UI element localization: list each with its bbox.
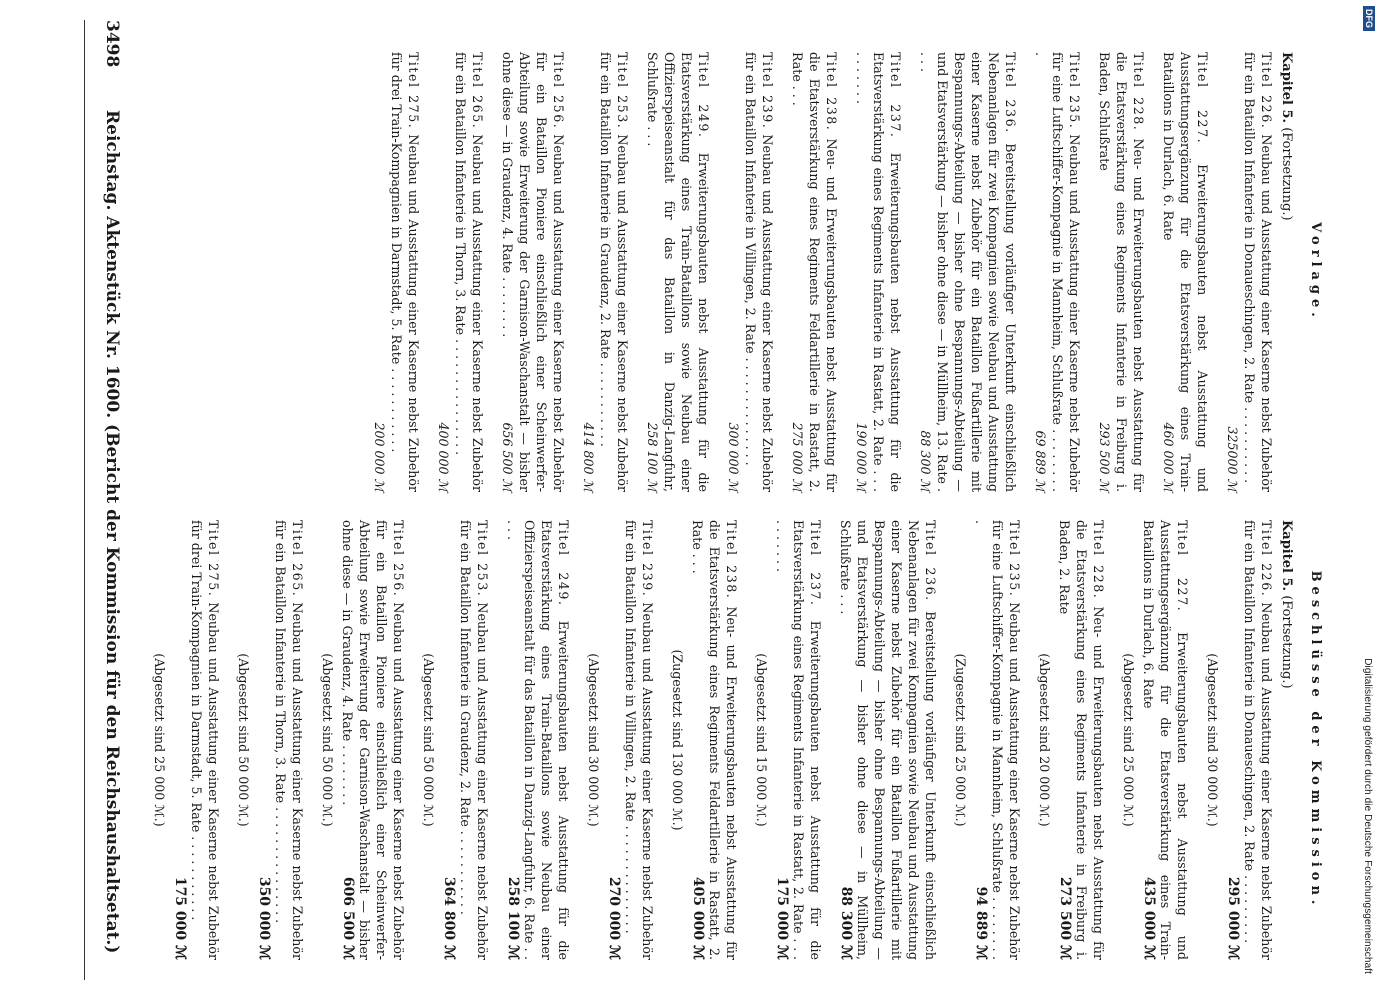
entry-titel: Titel 226. (1259, 520, 1274, 598)
entry-titel: Titel 265. (470, 52, 485, 130)
entry-titel: Titel 226. (1259, 52, 1274, 130)
budget-entry (837, 520, 939, 960)
column-beschluesse (138, 520, 1323, 960)
budget-entry (644, 52, 712, 492)
entry-titel: Titel 235. (1067, 52, 1082, 130)
budget-entry (1224, 52, 1275, 492)
budget-entry (371, 52, 422, 492)
entry-amount: 275 000 ℳ (790, 422, 805, 492)
entry-titel: Titel 253. (475, 520, 490, 598)
entry-text: Neu- und Erweiterungsbauten nebst Ausstattung für die Etatsverstärkung eines Regiments Infanterie in Freiburg i. Baden, 2. Rate (1057, 520, 1106, 960)
entry-titel: Titel 228. (1131, 52, 1146, 132)
page-title: Reichstag. Aktenstück Nr. 1600. (Bericht der Kommission für den Reichshaushaltsetat.) (102, 110, 122, 954)
budget-entry (669, 520, 740, 960)
entry-note: (Zugesetzt sind 25 000 ℳ.) (953, 653, 968, 827)
entry-text: Erweiterungsbauten nebst Ausstattung für die Etatsverstärkung eines Train-Bataillons sowie Neubau einer Offizierspeiseanstalt für das Bataillon in Danzig-Langfuhr, 6. Rate . . . . . (505, 520, 571, 960)
entry-amount: 273 500 ℳ (1057, 876, 1073, 960)
budget-entry (420, 520, 491, 960)
entry-text: Neu- und Erweiterungsbauten nebst Ausstattung für die Etatsverstärkung eines Regiments Infanterie in Freiburg i. Baden, Schlußrate (1097, 52, 1146, 492)
entry-titel: Titel 236. (1003, 52, 1018, 134)
entry-text: Neubau und Ausstattung einer Kaserne nebst Zubehör für ein Bataillon Infanterie in Graudenz, 2. Rate . . . . . . . . . . . (458, 520, 490, 960)
digitization-note (1343, 0, 1383, 1000)
entry-note: (Abgesetzt sind 50 000 ℳ.) (320, 653, 335, 827)
entry-note: (Zugesetzt sind 130 000 ℳ.) (670, 649, 685, 831)
budget-entry (235, 520, 306, 960)
budget-entry (952, 520, 1023, 960)
entry-amount: 88 300 ℳ (918, 430, 933, 492)
kapitel-continuation: (Fortsetzung.) (1279, 127, 1294, 221)
entry-amount: 293 500 ℳ (1097, 422, 1112, 492)
entry-amount: 405 000 ℳ (690, 876, 706, 960)
entry-note: (Abgesetzt sind 15 000 ℳ.) (754, 653, 769, 827)
entry-text: Neu- und Erweiterungsbauten nebst Ausstattung für die Etatsverstärkung eines Regiments Feldartillerie in Rastatt, 2. Rate . . . (790, 52, 839, 492)
entry-text: Neubau und Ausstattung einer Kaserne nebst Zubehör für ein Bataillon Infanterie in Thorn, 3. Rate . . . . . . . . . . . . . . . (273, 520, 305, 960)
entry-titel: Titel 275. (406, 52, 421, 130)
budget-entry (1160, 52, 1211, 492)
entry-amount: 94 889 ℳ (973, 886, 989, 960)
entry-amount: 364 800 ℳ (441, 876, 457, 960)
entry-text: Bereitstellung vorläufiger Unterkunft einschließlich Nebenanlagen für zwei Kompagnien sowie Neubau und Ausstattung einer Kaserne nebst Zubehör für ein Bataillon Fußartillerie mit Bespannungs-Abteilung — bisher ohne Bespannungs-Abteilung — und Etatsverstärkung — bisher ohne diese — in Müllheim, 13. Rate . . . . (918, 52, 1018, 492)
entry-amount: 88 300 ℳ (838, 886, 854, 960)
entry-list (151, 520, 1275, 960)
entry-note: (Abgesetzt sind 20 000 ℳ.) (1037, 653, 1052, 827)
budget-entry (319, 520, 407, 960)
page-number: 3498 (102, 20, 122, 68)
budget-entry (1204, 520, 1275, 960)
entry-amount: 414 800 ℳ (581, 422, 596, 492)
entry-titel: Titel 227. (1195, 52, 1210, 145)
entry-text: Neu- und Erweiterungsbauten nebst Ausstattung für die Etatsverstärkung eines Regiments Feldartillerie in Rastatt, 2. Rate . . . (690, 520, 739, 960)
entry-titel: Titel 239. (640, 520, 655, 598)
entry-note: (Abgesetzt sind 50 000 ℳ.) (236, 653, 251, 827)
entry-amount: 258 100 ℳ (645, 422, 660, 492)
digitization-credit: Digitalisierung gefördert durch die Deutsche Forschungsgemeinschaft (1362, 658, 1373, 974)
entry-text: Neubau und Ausstattung einer Kaserne nebst Zubehör für eine Luftschiffer-Kompagnie in Mannheim, Schlußrate . . . . . . . . . (973, 520, 1022, 960)
entry-titel: Titel 238. (824, 52, 839, 132)
budget-entry (435, 52, 486, 492)
budget-entry (1120, 520, 1191, 960)
entry-text: Neubau und Ausstattung einer Kaserne nebst Zubehör für ein Bataillon Infanterie in Thorn, 3. Rate . . . . . . . . . . . . . . . (453, 52, 485, 492)
entry-amount: 300 000 ℳ (726, 422, 741, 492)
entry-amount: 175 000 ℳ (172, 876, 188, 960)
entry-amount: 460 000 ℳ (1161, 422, 1176, 492)
budget-entry (151, 520, 222, 960)
entry-amount: 69 889 ℳ (1033, 430, 1048, 492)
entry-amount: 656 500 ℳ (500, 422, 515, 492)
budget-entry (753, 520, 824, 960)
entry-amount: 200 000 ℳ (372, 422, 387, 492)
entry-amount: 435 000 ℳ (1141, 876, 1157, 960)
entry-note: (Abgesetzt sind 30 000 ℳ.) (586, 653, 601, 827)
entry-titel: Titel 275. (206, 520, 221, 598)
entry-text: Erweiterungsbauten nebst Ausstattung und Ausstattungsergänzung für die Etatsverstärkung eines Train-Bataillons in Durlach, 6. Rate (1141, 520, 1190, 960)
entry-text: Neubau und Ausstattung einer Kaserne nebst Zubehör für drei Train-Kompagnien in Darmstadt, 5. Rate . . . . . . . . . . . (189, 520, 221, 960)
column-vorlage (358, 52, 1323, 492)
entry-text: Neubau und Ausstattung einer Kaserne nebst Zubehör für ein Bataillon Pioniere einschließlich einer Scheinwerfer-Abteilung sowie Erweiterung der Garnison-Waschanstalt — bisher ohne diese — in Graudenz, 4. Rate . . . . . . . . (340, 520, 406, 960)
entry-text: Erweiterungsbauten nebst Ausstattung für die Etatsverstärkung eines Train-Bataillons sowie Neubau einer Offizierspeiseanstalt für das Bataillon in Danzig-Langfuhr, Schlußrate . . . (645, 52, 711, 492)
budget-entry (1032, 52, 1083, 492)
column-heading: Beschlüsse der Kommission. (1308, 570, 1323, 910)
entry-amount: 606 500 ℳ (340, 876, 356, 960)
entry-titel: Titel 237. (888, 52, 903, 139)
entry-amount: 270 000 ℳ (606, 876, 622, 960)
entry-titel: Titel 239. (760, 52, 775, 130)
entry-titel: Titel 249. (696, 52, 711, 139)
budget-entry (725, 52, 776, 492)
entry-text: Neubau und Ausstattung einer Kaserne nebst Zubehör für drei Train-Kompagnien in Darmstadt, 5. Rate . . . . . . . . . . . (389, 52, 421, 492)
entry-text: Neubau und Ausstattung einer Kaserne nebst Zubehör für eine Luftschiffer-Kompagnie in Mannheim, Schlußrate . . . . . . . . . (1033, 52, 1082, 492)
entry-text: Neubau und Ausstattung einer Kaserne nebst Zubehör für ein Bataillon Pioniere einschließlich einer Scheinwerfer-Abteilung sowie Erweiterung der Garnison-Waschanstalt — bisher ohne diese — in Graudenz, 4. Rate . . . . . . . . (500, 52, 566, 492)
kapitel-label: Kapitel 5. (1279, 52, 1294, 124)
entry-note: (Abgesetzt sind 50 000 ℳ.) (421, 653, 436, 827)
kapitel-heading (1279, 52, 1294, 492)
dfg-logo: DFG (1363, 6, 1375, 31)
kapitel-label: Kapitel 5. (1279, 520, 1294, 592)
entry-titel: Titel 265. (290, 520, 305, 598)
entry-text: Neubau und Ausstattung einer Kaserne nebst Zubehör für ein Bataillon Infanterie in Villingen, 2. Rate . . . . . . . . . . . . . . (743, 52, 775, 492)
entry-text: Erweiterungsbauten nebst Ausstattung für die Etatsverstärkung eines Regiments Infanterie in Rastatt, 2. Rate . . . . . . . . . . (854, 52, 903, 492)
entry-titel: Titel 253. (615, 52, 630, 130)
budget-entry (580, 52, 631, 492)
budget-entry (585, 520, 656, 960)
entry-text: Erweiterungsbauten nebst Ausstattung für die Etatsverstärkung eines Regiments Infanterie in Rastatt, 2. Rate . . . . . . . . . . (774, 520, 823, 960)
budget-entry (789, 52, 840, 492)
entry-titel: Titel 228. (1091, 520, 1106, 600)
kapitel-continuation: (Fortsetzung.) (1279, 595, 1294, 689)
entry-amount: 175 000 ℳ (774, 876, 790, 960)
entry-amount: 350 000 ℳ (256, 876, 272, 960)
entry-amount: 400 000 ℳ (436, 422, 451, 492)
entry-text: Erweiterungsbauten nebst Ausstattung und Ausstattungsergänzung für die Etatsverstärkung eines Train-Bataillons in Durlach, 6. Rate (1161, 52, 1210, 492)
entry-note: (Abgesetzt sind 25 000 ℳ.) (152, 653, 167, 827)
entry-titel: Titel 256. (551, 52, 566, 130)
entry-titel: Titel 227. (1175, 520, 1190, 613)
entry-list (371, 52, 1275, 492)
entry-titel: Titel 238. (724, 520, 739, 600)
budget-entry (853, 52, 904, 492)
entry-titel: Titel 236. (923, 520, 938, 602)
kapitel-heading (1279, 520, 1294, 960)
budget-entry (499, 52, 567, 492)
entry-amount: 190 000 ℳ (854, 422, 869, 492)
entry-text: Neubau und Ausstattung einer Kaserne nebst Zubehör für ein Bataillon Infanterie in Graudenz, 2. Rate . . . . . . . . . . . (598, 52, 630, 492)
entry-text: Neubau und Ausstattung einer Kaserne nebst Zubehör für ein Bataillon Infanterie in Donaueschingen, 2. Rate . . . . . . . . . . (1242, 52, 1274, 492)
column-heading: Vorlage. (1308, 222, 1323, 322)
entry-titel: Titel 237. (808, 520, 823, 607)
entry-titel: Titel 235. (1007, 520, 1022, 598)
entry-note: (Abgesetzt sind 25 000 ℳ.) (1121, 653, 1136, 827)
entry-text: Bereitstellung vorläufiger Unterkunft einschließlich Nebenanlagen für zwei Kompagnien sowie Neubau und Ausstattung einer Kaserne nebst Zubehör für ein Bataillon Fußartillerie mit Bespannungs-Abteilung — bisher ohne Bespannungs-Abteilung — und Etatsverstärkung — bisher ohne diese — in Müllheim, Schlußrate . . . (838, 520, 938, 960)
entry-text: Neubau und Ausstattung einer Kaserne nebst Zubehör für ein Bataillon Infanterie in Villingen, 2. Rate . . . . . . . . . . . . . . (623, 520, 655, 960)
budget-entry (1036, 520, 1107, 960)
budget-entry (504, 520, 572, 960)
entry-note: (Abgesetzt sind 30 000 ℳ.) (1205, 653, 1220, 827)
entry-amount: 258 100 ℳ (505, 876, 521, 960)
entry-amount: 295 000 ℳ (1225, 876, 1241, 960)
entry-titel: Titel 256. (391, 520, 406, 598)
entry-titel: Titel 249. (556, 520, 571, 607)
running-header (44, 20, 122, 980)
budget-entry (1096, 52, 1147, 492)
entry-amount: 325000 ℳ (1225, 426, 1240, 492)
entry-text: Neubau und Ausstattung einer Kaserne nebst Zubehör für ein Bataillon Infanterie in Donaueschingen, 2. Rate . . . . . . . . . (1242, 520, 1274, 960)
budget-entry (917, 52, 1019, 492)
